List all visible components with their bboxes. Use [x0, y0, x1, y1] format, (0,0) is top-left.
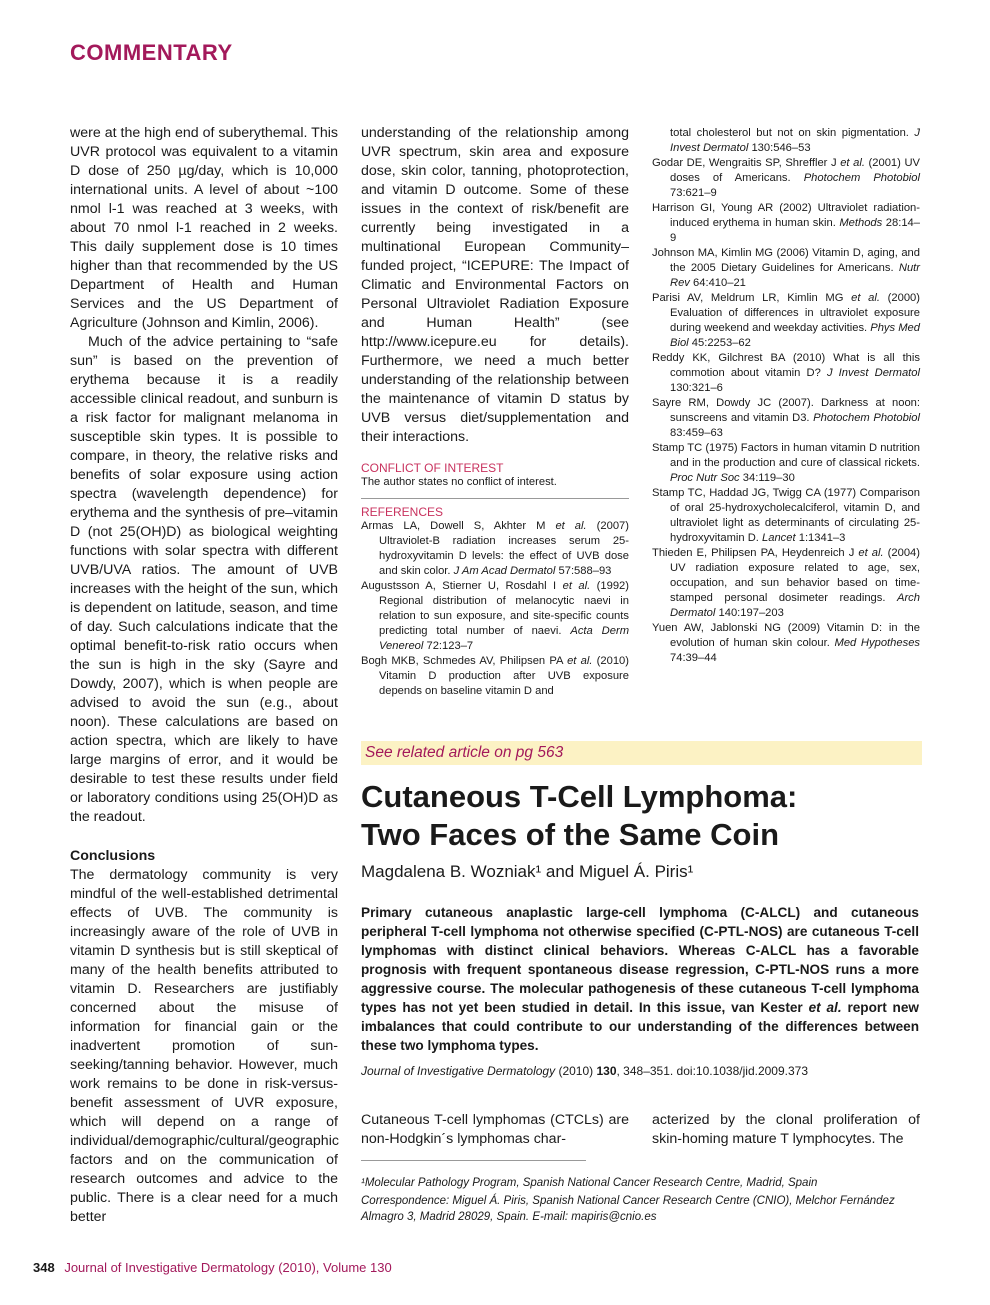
correspondence-footnote: Correspondence: Miguel Á. Piris, Spanish National Cancer Research Centre (CNIO), Melchor Fernández Almagro 3, Madrid 28029, Spain. E-mail: mapiris@cnio.es [361, 1195, 895, 1223]
reference-item: Reddy KK, Gilchrest BA (2010) What is all this commotion about vitamin D? J Invest Dermatol 130:321–6 [652, 352, 921, 394]
reference-item: Armas LA, Dowell S, Akhter M et al. (2007) Ultraviolet-B radiation increases serum 25-hydroxyvitamin D levels: the effect of UVB dose and skin color. J Am Acad Dermatol 57:588–93 [361, 520, 629, 577]
paragraph: The dermatology community is very mindful of the well-established detrimental effects of UVB. The community is increasingly aware of the role of UVB in vitamin D synthesis but is still skeptical of many of the health benefits attributed to vitamin D. Researchers are justifiably concerned about the misuse of information for financial gain or the inadvertent promotion of sun-seeking/tanning behavior. However, much work remains to be done in risk-versus-benefit assessment of UVR exposure, which will depend on a range of individual/demographic/cultural/geographic factors and on the communication of research outcomes and advice to the public. There is a clear need for a much better [70, 867, 339, 1225]
footnotes [361, 1175, 919, 1227]
paragraph: were at the high end of suberythemal. This UVR protocol was equivalent to a vitamin D dose of 250 µg/day, which is 10,000 international units. A level of about ~100 nmol l-1 was reached at 3 weeks, with about 70 nmol l-1 reached in 2 weeks. This daily supplement dose is 10 times higher than that recommended by the US Department of Health and Human Services and the US Department of Agriculture (Johnson and Kimlin, 2006). [70, 125, 338, 331]
column-2 [361, 124, 629, 699]
article-citation: Journal of Investigative Dermatology (2010) 130, 348–351. doi:10.1038/jid.2009.373 [361, 1064, 809, 1078]
reference-item: Godar DE, Wengraitis SP, Shreffler J et al. (2001) UV doses of Americans. Photochem Photobiol 73:621–9 [652, 157, 920, 199]
column-1 [70, 124, 338, 1227]
conflict-statement: The author states no conflict of interest. [361, 476, 557, 488]
reference-item: Parisi AV, Meldrum LR, Kimlin MG et al. (2000) Evaluation of differences in ultraviolet exposure during weekend and weekday activities. Phys Med Biol 45:2253–62 [652, 292, 920, 349]
affiliation-footnote: ¹Molecular Pathology Program, Spanish National Cancer Research Centre, Madrid, Spain [361, 1177, 818, 1189]
reference-continuation: total cholesterol but not on skin pigmentation. J Invest Dermatol 130:546–53 [670, 127, 920, 154]
reference-item: Bogh MKB, Schmedes AV, Philipsen PA et al. (2010) Vitamin D production after UVB exposure depends on baseline vitamin D and [361, 655, 629, 697]
reference-item: Stamp TC, Haddad JG, Twigg CA (1977) Comparison of oral 25-hydroxycholecalciferol, vitamin D, and ultraviolet light as determinants of circulating 25-hydroxyvitamin D. Lancet 1:1341–3 [652, 487, 920, 544]
reference-item: Augustsson A, Stierner U, Rosdahl I et al. (1992) Regional distribution of melanocytic naevi in relation to sun exposure, and site-specific counts predicting total number of naevi. Acta Derm Venereol 72:123–7 [361, 580, 630, 652]
conflict-heading: CONFLICT OF INTEREST [361, 461, 504, 475]
body-text-left: Cutaneous T-cell lymphomas (CTCLs) are non-Hodgkin´s lymphomas char- [361, 1112, 629, 1147]
references-heading: REFERENCES [361, 505, 444, 519]
reference-item: Stamp TC (1975) Factors in human vitamin D nutrition and in the production and cure of classical rickets. Proc Nutr Soc 34:119–30 [652, 442, 920, 484]
page-footer [33, 1260, 392, 1275]
related-article-banner[interactable]: See related article on pg 563 [361, 741, 922, 765]
reference-item: Johnson MA, Kimlin MG (2006) Vitamin D, aging, and the 2005 Dietary Guidelines for Americans. Nutr Rev 64:410–21 [652, 247, 920, 289]
column-3 [652, 126, 920, 666]
reference-item: Harrison GI, Young AR (2002) Ultraviolet radiation-induced erythema in human skin. Methods 28:14–9 [652, 202, 920, 244]
paragraph: Much of the advice pertaining to “safe sun” is based on the prevention of erythema because it is a readily accessible clinical readout, and sunburn is a risk factor for malignant melanoma in susceptible skin types. It is possible to compare, in theory, the relative risks and benefits of solar exposure using action spectra (wavelength dependence) for erythema and the synthesis of pre–vitamin D (not 25(OH)D) as biological weighting functions with solar spectra with different UVB/UVA ratios. The amount of UVB increases with the height of the sun, which is dependent on latitude, season, and time of day. Such calculations indicate that the optimal benefit-to-risk ratio occurs when the sun is high in the sky (Sayre and Dowdy, 2007), which is when people are advised to avoid the sun (e.g., about noon). These calculations are based on action spectra, which are likely to have large margins of error, and it would be desirable to test these results under field or laboratory conditions using 25(OH)D as the readout. [70, 334, 338, 825]
reference-item: Thieden E, Philipsen PA, Heydenreich J et al. (2004) UV radiation exposure related to age, sex, occupation, and sun behavior based on time-stamped personal dosimeter readings. Arch Dermatol 140:197–203 [652, 547, 920, 619]
footnote-divider [361, 1160, 586, 1161]
paragraph: understanding of the relationship among UVR spectrum, skin area and exposure dose, skin color, tanning, photoprotection, and vitamin D outcome. Some of these issues in the context of risk/benefit are currently being investigated in a multinational European Community–funded project, “ICEPURE: The Impact of Climatic and Environmental Factors on Personal Ultraviolet Radiation Exposure and Human Health” (see http://www.icepure.eu for details). Furthermore, we need a much better understanding of the relationship between the maintenance of vitamin D status by UVB versus diet/supplementation and their interactions. [361, 125, 629, 445]
reference-item: Yuen AW, Jablonski NG (2009) Vitamin D: in the evolution of human skin colour. Med Hypotheses 74:39–44 [652, 622, 921, 664]
divider [361, 498, 629, 499]
article-abstract: Primary cutaneous anaplastic large-cell lymphoma (C-ALCL) and cutaneous peripheral T-cell lymphoma not otherwise specified (C-PTL-NOS) are cutaneous T-cell lymphomas with distinct clinical behaviors. Whereas C-ALCL has a favorable prognosis with frequent spontaneous disease regression, C-PTL-NOS runs a more aggressive course. The molecular pathogenesis of these cutaneous T-cell lymphoma types has not yet been studied in detail. In this issue, van Kester et al. report new imbalances that could contribute to our understanding of the differences between these two lymphoma types. [361, 905, 919, 1053]
reference-item: Sayre RM, Dowdy JC (2007). Darkness at noon: sunscreens and vitamin D3. Photochem Photobiol 83:459–63 [652, 397, 921, 439]
page-number: 348 [33, 1260, 55, 1275]
reference-list [652, 156, 920, 666]
running-footer: Journal of Investigative Dermatology (2010), Volume 130 [64, 1260, 392, 1275]
section-heading: Conclusions [70, 848, 156, 864]
body-text-right: acterized by the clonal proliferation of skin-homing mature T lymphocytes. The [652, 1112, 920, 1147]
article-title: Cutaneous T-Cell Lymphoma: Two Faces of the Same Coin [361, 779, 798, 852]
section-label: COMMENTARY [70, 40, 233, 65]
reference-list [361, 519, 629, 699]
article-authors: Magdalena B. Wozniak¹ and Miguel Á. Piris¹ [361, 862, 694, 881]
